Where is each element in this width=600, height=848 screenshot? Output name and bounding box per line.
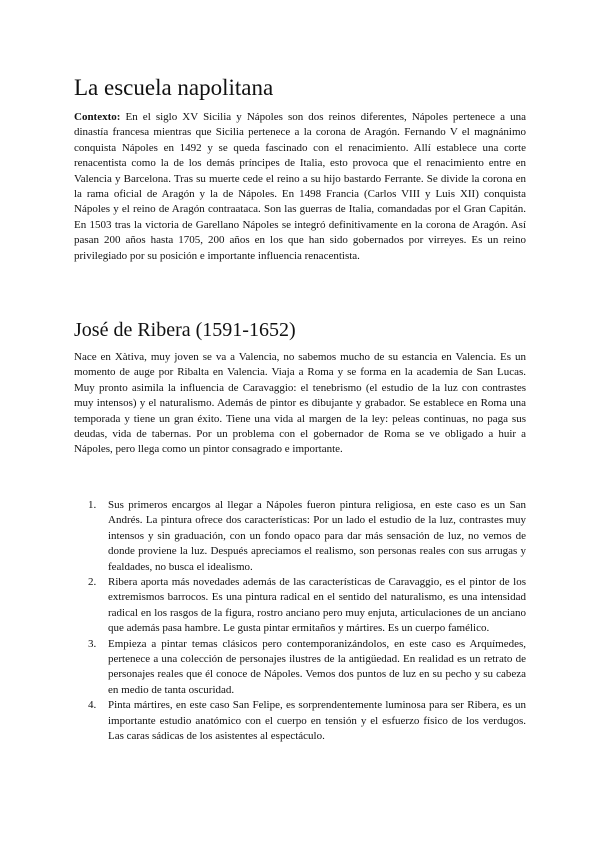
ribera-intro-paragraph: Nace en Xàtiva, muy joven se va a Valencia, no sabemos mucho de su estancia en Valencia. Es un momento de auge por Ribalta en Valencia. Viaja a Roma y se forma en la academia de San Lucas. Muy pronto asimila la influencia de Caravaggio: el tenebrismo (el estudio de la luz con contrastes muy intensos) y el naturalismo. Además de pintor es dibujante y grabador. Se establece en Roma una temporada y tiene un gran éxito. Tiene una vida al margen de la ley: peleas continuas, no paga sus deudas, vida de tabernas. Por un problema con el gobernador de Roma se ve obligado a huir a Nápoles, pero llega como un pintor consagrado e importante. <box>74 351 526 456</box>
section-title-jose-de-ribera: José de Ribera (1591-1652) <box>74 319 296 341</box>
list-item-number: 2. <box>88 576 97 589</box>
list-item-text: Empieza a pintar temas clásicos pero contemporanizándolos, en este caso es Arquímedes, pertenece a una colección de personajes ilustres de la antigüedad. En realidad es un retrato de personajes reales que él conoce de Nápoles. Vemos dos puntos de luz en su pecho y su cabeza en medio de tanta oscuridad. <box>108 637 526 696</box>
context-paragraph <box>74 110 526 264</box>
list-item-text: Sus primeros encargos al llegar a Nápoles fueron pintura religiosa, en este caso es un San Andrés. La pintura ofrece dos características: Por un lado el estudio de la luz, contrastes muy intensos y sin graduación, con un fondo opaco para dar más sensación de luz, no vemos de donde proviene la luz. Después apreciamos el realismo, son personas reales con sus arrugas y fealdades, no busca el idealismo. <box>108 499 526 573</box>
ribera-works-list <box>84 498 526 745</box>
list-item-number: 4. <box>88 699 97 712</box>
list-item-number: 3. <box>88 637 97 650</box>
context-text: En el siglo XV Sicilia y Nápoles son dos reinos diferentes, Nápoles pertenece a una dinastía francesa mientras que Sicilia pertenece a la corona de Aragón. Fernando V el magnánimo conquista Nápoles en 1492 y se queda fascinado con el renacimiento. Allí establece una corte renacentista como la de los demás príncipes de Italia, esto provoca que el renacimiento entre en Valencia y Barcelona. Tras su muerte cede el reino a su hijo bastardo Ferrante. Se divide la corona en la rama oficial de Aragón y la de Nápoles. En 1498 Francia (Carlos VIII y Luis XII) conquista Nápoles y el reino de Aragón contraataca. Son las guerras de Italia, comandadas por el Gran Capitán. En 1503 tras la victoria de Garellano Nápoles se integró definitivamente en la corona de Aragón. Así pasan 200 años hasta 1705, 200 años en los que han sido gobernados por virreyes. Es un reino privilegiado por su posición e importante influencia renacentista. <box>74 111 526 262</box>
list-item-text: Ribera aporta más novedades además de las características de Caravaggio, es el pintor de los extremismos barrocos. Es una pintura radical en el sentido del naturalismo, es una intensidad radical en los rasgos de la figura, rostro anciano pero muy enjuta, articulaciones de un anciano que además pasa hambre. Le gusta pintar ermitaños y mártires. Es un cuerpo famélico. <box>108 576 526 635</box>
list-item <box>84 698 526 744</box>
list-item <box>84 498 526 575</box>
section-title-escuela-napolitana: La escuela napolitana <box>74 75 274 100</box>
list-item-number: 1. <box>88 499 97 511</box>
list-item <box>84 637 526 699</box>
list-item-text: Pinta mártires, en este caso San Felipe, es sorprendentemente luminosa para ser Ribera, es un importante estudio anatómico con el cuerpo en tensión y el esfuerzo físico de los verdugos. Las caras sádicas de los asistentes al espectáculo. <box>108 699 526 743</box>
context-label: Contexto: <box>74 111 121 123</box>
list-item <box>84 575 526 637</box>
